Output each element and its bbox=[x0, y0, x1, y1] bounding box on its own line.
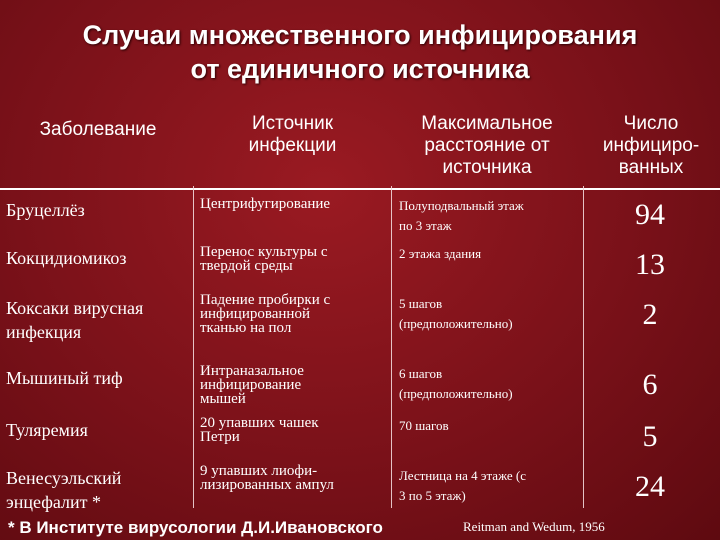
header-source-line-2: инфекции bbox=[248, 135, 337, 156]
row-2-disease bbox=[6, 246, 186, 270]
row-6-source bbox=[200, 464, 390, 492]
column-header-distance bbox=[392, 113, 582, 179]
row-4-distance-line-1: 6 шагов bbox=[399, 366, 443, 381]
row-5-distance-line-1: 70 шагов bbox=[399, 418, 449, 433]
row-3-count: 2 bbox=[642, 298, 658, 331]
header-divider bbox=[0, 188, 720, 190]
row-5-source-line-1: 20 упавших чашек bbox=[200, 415, 319, 431]
row-5-count: 5 bbox=[642, 420, 658, 453]
row-6-count: 24 bbox=[635, 470, 665, 503]
row-5-source-line-2: Петри bbox=[200, 429, 240, 445]
header-distance-line-1: Максимальное bbox=[421, 113, 553, 134]
row-4-source-line-1: Интраназальное bbox=[200, 363, 304, 379]
row-6-disease-line-1: Венесуэльский bbox=[6, 468, 122, 488]
row-3-distance bbox=[399, 294, 584, 334]
row-4-source-line-2: инфицирование bbox=[200, 377, 302, 393]
row-4-disease-line-1: Мышиный тиф bbox=[6, 368, 123, 388]
header-count-line-1: Число bbox=[623, 113, 679, 134]
row-4-source bbox=[200, 364, 390, 406]
row-4-distance-line-2: (предположительно) bbox=[399, 386, 513, 401]
header-disease-text: Заболевание bbox=[39, 119, 157, 140]
row-5-disease-line-1: Туляремия bbox=[6, 420, 88, 440]
row-1-disease bbox=[6, 198, 186, 222]
header-count-line-2: инфициро- bbox=[602, 135, 700, 156]
row-6-distance bbox=[399, 466, 584, 506]
row-1-distance bbox=[399, 196, 584, 236]
column-divider-2 bbox=[391, 186, 392, 508]
citation: Reitman and Wedum, 1956 bbox=[463, 519, 605, 534]
row-4-source-line-3: мышей bbox=[200, 391, 246, 407]
row-3-distance-line-2: (предположительно) bbox=[399, 316, 513, 331]
row-3-source-line-2: инфицированной bbox=[200, 306, 310, 322]
row-5-source bbox=[200, 416, 390, 444]
row-3-distance-line-1: 5 шагов bbox=[399, 296, 443, 311]
header-distance-line-2: расстояние от bbox=[424, 135, 550, 156]
row-6-distance-line-1: Лестница на 4 этаже (с bbox=[399, 468, 527, 483]
row-5-disease bbox=[6, 418, 186, 442]
row-1-count: 94 bbox=[635, 198, 665, 231]
row-6-source-line-2: лизированных ампул bbox=[200, 477, 334, 493]
row-6-source-line-1: 9 упавших лиофи- bbox=[200, 463, 318, 479]
row-3-disease-line-2: инфекция bbox=[6, 322, 82, 342]
column-header-source bbox=[195, 113, 390, 157]
row-1-distance-line-2: по 3 этаж bbox=[399, 218, 452, 233]
row-2-distance bbox=[399, 244, 584, 264]
column-header-disease bbox=[8, 119, 188, 141]
header-count-line-3: ванных bbox=[618, 157, 684, 178]
page-title bbox=[0, 18, 720, 86]
row-2-count: 13 bbox=[635, 248, 665, 281]
row-6-disease-line-2: энцефалит * bbox=[6, 492, 101, 512]
row-1-disease-line-1: Бруцеллёз bbox=[6, 200, 85, 220]
row-5-distance bbox=[399, 416, 584, 436]
row-2-source bbox=[200, 245, 390, 273]
row-2-source-line-1: Перенос культуры с bbox=[200, 244, 328, 260]
row-2-disease-line-1: Кокцидиомикоз bbox=[6, 248, 127, 268]
header-source-line-1: Источник bbox=[251, 113, 334, 134]
row-4-count: 6 bbox=[642, 368, 658, 401]
row-3-disease bbox=[6, 296, 186, 344]
row-2-source-line-2: твердой среды bbox=[200, 258, 293, 274]
row-3-disease-line-1: Коксаки вирусная bbox=[6, 298, 144, 318]
row-1-distance-line-1: Полуподвальный этаж bbox=[399, 198, 524, 213]
title-line-1: Случаи множественного инфицирования bbox=[82, 20, 638, 50]
row-2-distance-line-1: 2 этажа здания bbox=[399, 246, 482, 261]
row-6-distance-line-2: 3 по 5 этаж) bbox=[399, 488, 466, 503]
column-divider-1 bbox=[193, 186, 194, 508]
row-4-distance bbox=[399, 364, 584, 404]
row-6-disease bbox=[6, 466, 186, 514]
row-3-source-line-1: Падение пробирки с bbox=[200, 292, 331, 308]
row-1-source-line-1: Центрифугирование bbox=[200, 196, 331, 212]
header-distance-line-3: источника bbox=[442, 157, 532, 178]
title-line-2: от единичного источника bbox=[190, 54, 530, 84]
row-1-source bbox=[200, 197, 390, 211]
column-header-count bbox=[582, 113, 720, 179]
footnote: * В Институте вирусологии Д.И.Ивановского bbox=[8, 518, 383, 537]
row-4-disease bbox=[6, 366, 186, 390]
row-3-source-line-3: тканью на пол bbox=[200, 320, 292, 336]
row-3-source bbox=[200, 293, 390, 335]
